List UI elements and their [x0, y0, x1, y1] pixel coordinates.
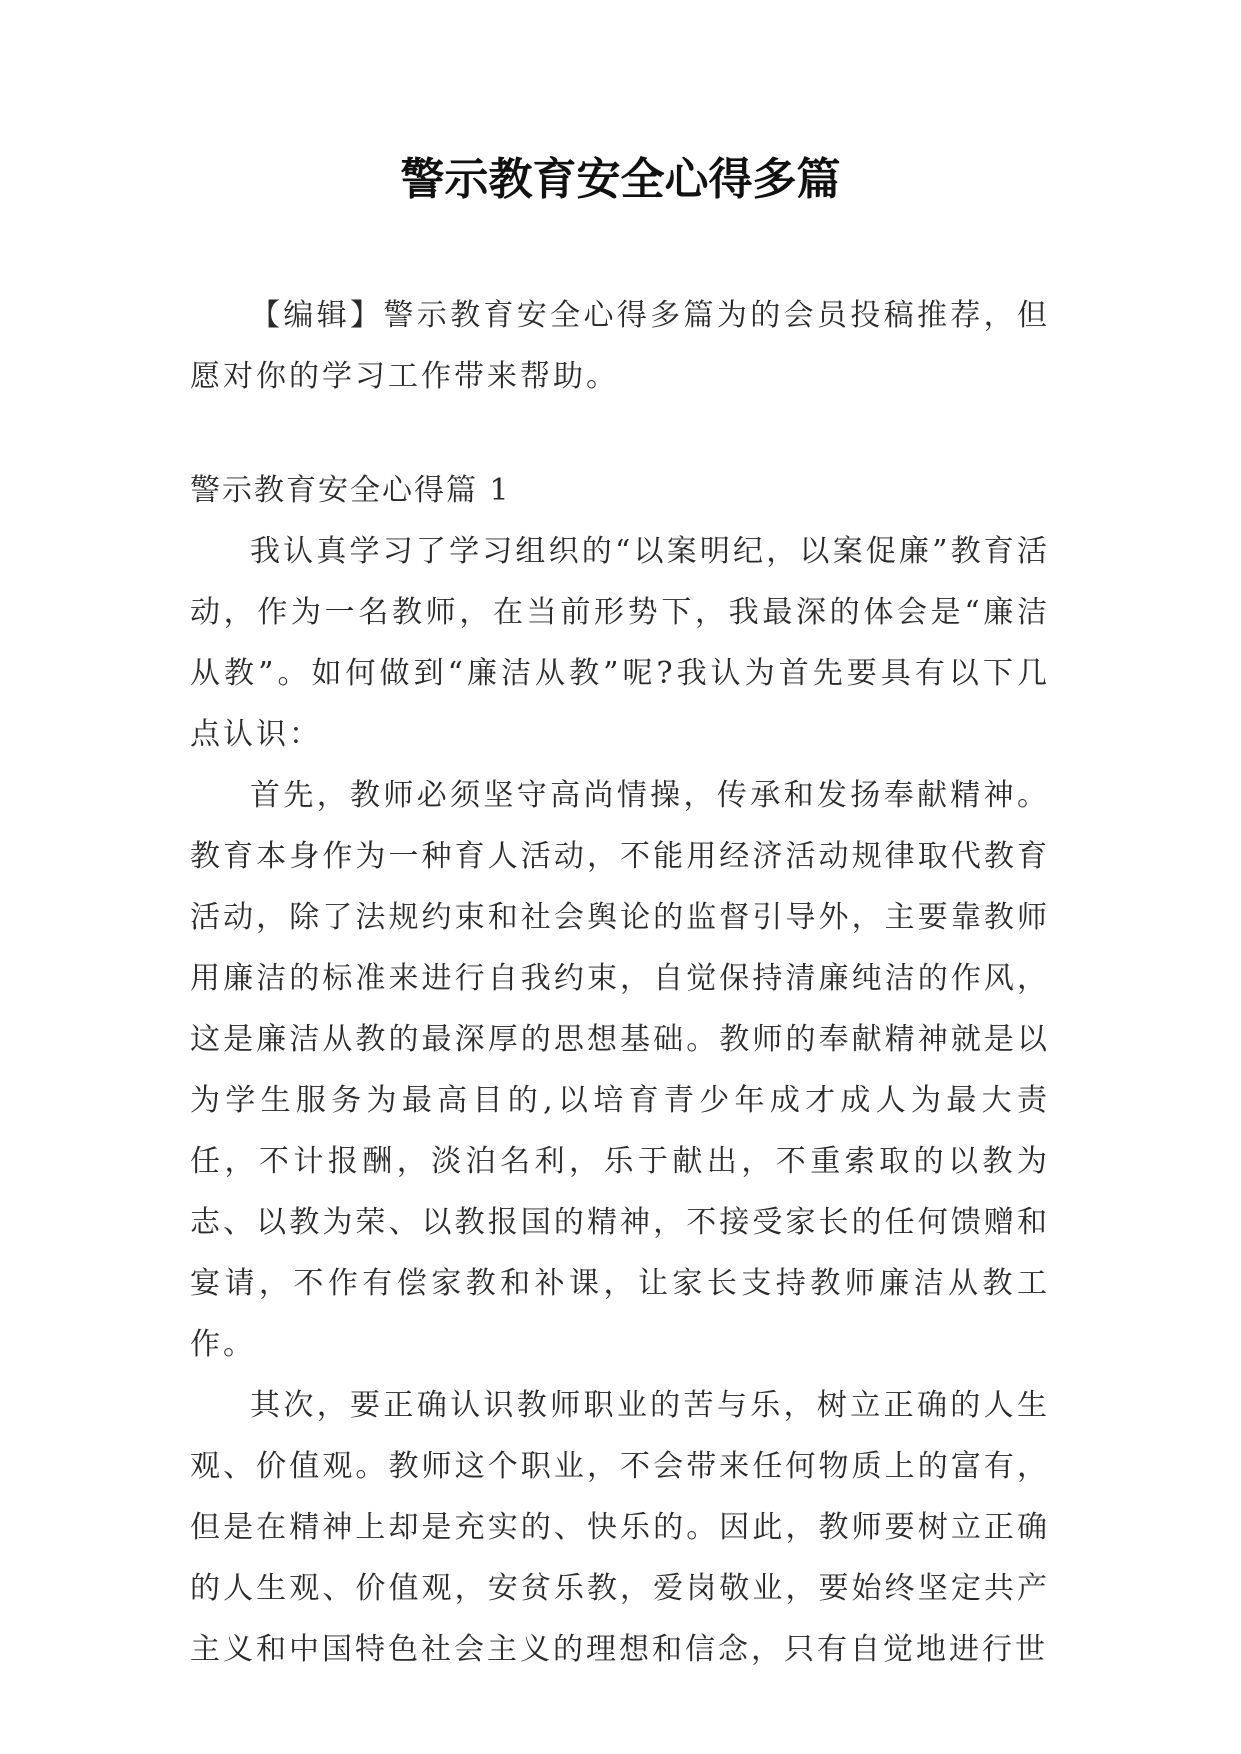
paragraph-1: 我认真学习了学习组织的“以案明纪，以案促廉”教育活动，作为一名教师，在当前形势下，我最深的体会是“廉洁从教”。如何做到“廉洁从教”呢?我认为首先要具有以下几点认识：: [190, 534, 1050, 752]
section-content: [190, 521, 1050, 1680]
section-heading: 警示教育安全心得篇 1: [190, 473, 511, 508]
document-title: 警示教育安全心得多篇: [400, 154, 841, 205]
intro-paragraph: 【编辑】警示教育安全心得多篇为的会员投稿推荐，但愿对你的学习工作带来帮助。: [190, 298, 1050, 394]
paragraph-2: 首先，教师必须坚守高尚情操，传承和发扬奉献精神。教育本身作为一种育人活动，不能用经济活动规律取代教育活动，除了法规约束和社会舆论的监督引导外，主要靠教师用廉洁的标准来进行自我约束，自觉保持清廉纯洁的作风，这是廉洁从教的最深厚的思想基础。教师的奉献精神就是以为学生服务为最高目的,以培育青少年成才成人为最大责任，不计报酬，淡泊名利，乐于献出，不重索取的以教为志、以教为荣、以教报国的精神，不接受家长的任何馈赠和宴请，不作有偿家教和补课，让家长支持教师廉洁从教工作。: [190, 778, 1050, 1362]
paragraph-3: 其次，要正确认识教师职业的苦与乐，树立正确的人生观、价值观。教师这个职业，不会带来任何物质上的富有，但是在精神上却是充实的、快乐的。因此，教师要树立正确的人生观、价值观，安贫乐教，爱岗敬业，要始终坚定共产主义和中国特色社会主义的理想和信念，只有自觉地进行世: [190, 1388, 1050, 1667]
